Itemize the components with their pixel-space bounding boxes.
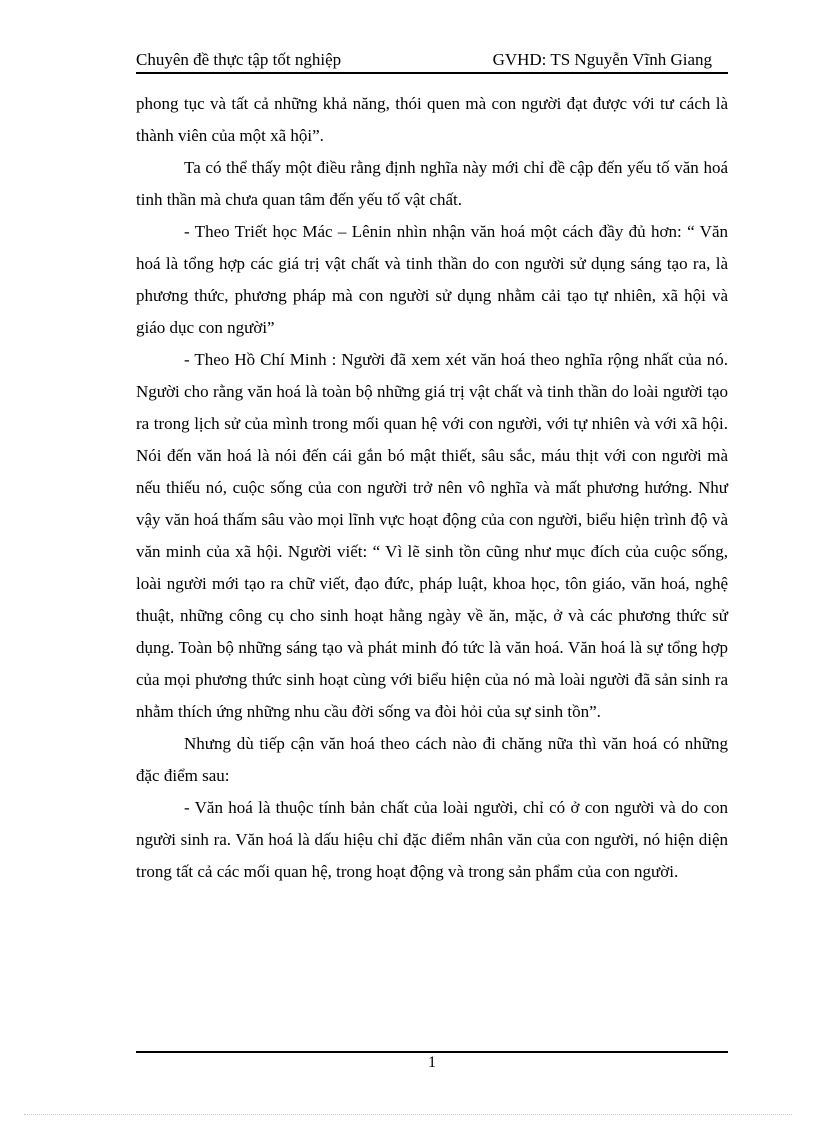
paragraph-5: Nhưng dù tiếp cận văn hoá theo cách nào đi chăng nữa thì văn hoá có những đặc điểm sau: [136, 734, 728, 785]
header-supervisor: GVHD: TS Nguyễn Vĩnh Giang [492, 50, 712, 69]
paragraph-3: - Theo Triết học Mác – Lênin nhìn nhận văn hoá một cách đầy đủ hơn: “ Văn hoá là tổng hợp các giá trị vật chất và tinh thần do con người sử dụng sáng tạo ra, là phương thức, phương pháp mà con người sử dụng nhằm cải tạo tự nhiên, xã hội và giáo dục con người” [136, 222, 728, 337]
paragraph-1: phong tục và tất cả những khả năng, thói quen mà con người đạt được với tư cách là thành viên của một xã hội”. [136, 94, 728, 145]
header-divider [136, 72, 728, 74]
document-body [136, 88, 728, 888]
page-header [136, 48, 728, 72]
page-edge-divider [24, 1114, 792, 1115]
page-number: 1 [428, 1054, 436, 1071]
paragraph-6: - Văn hoá là thuộc tính bản chất của loài người, chỉ có ở con người và do con người sinh ra. Văn hoá là dấu hiệu chỉ đặc điểm nhân văn của con người, nó hiện diện trong tất cả các mối quan hệ, trong hoạt động và trong sản phẩm của con người. [136, 798, 728, 881]
paragraph-2: Ta có thể thấy một điều rằng định nghĩa này mới chỉ đề cập đến yếu tố văn hoá tinh thần mà chưa quan tâm đến yếu tố vật chất. [136, 158, 728, 209]
header-title: Chuyên đề thực tập tốt nghiệp [136, 50, 342, 69]
paragraph-4: - Theo Hồ Chí Minh : Người đã xem xét văn hoá theo nghĩa rộng nhất của nó. Người cho rằng văn hoá là toàn bộ những giá trị vật chất và tinh thần do loài người tạo ra trong lịch sử của mình trong mối quan hệ với con người, với tự nhiên và với xã hội. Nói đến văn hoá là nói đến cái gắn bó mật thiết, sâu sắc, máu thịt với con người mà nếu thiếu nó, cuộc sống của con người trở nên vô nghĩa và mất phương hướng. Như vậy văn hoá thấm sâu vào mọi lĩnh vực hoạt động của con người, biểu hiện trình độ và văn minh của xã hội. Người viết: “ Vì lẽ sinh tồn cũng như mục đích của cuộc sống, loài người mới tạo ra chữ viết, đạo đức, pháp luật, khoa học, tôn giáo, văn hoá, nghệ thuật, những công cụ cho sinh hoạt hằng ngày về ăn, mặc, ở và các phương thức sử dụng. Toàn bộ những sáng tạo và phát minh đó tức là văn hoá. Văn hoá là sự tổng hợp của mọi phương thức sinh hoạt cùng với biểu hiện của nó mà loài người đã sản sinh ra nhằm thích ứng những nhu cầu đời sống va đòi hỏi của sự sinh tồn”. [136, 350, 728, 721]
